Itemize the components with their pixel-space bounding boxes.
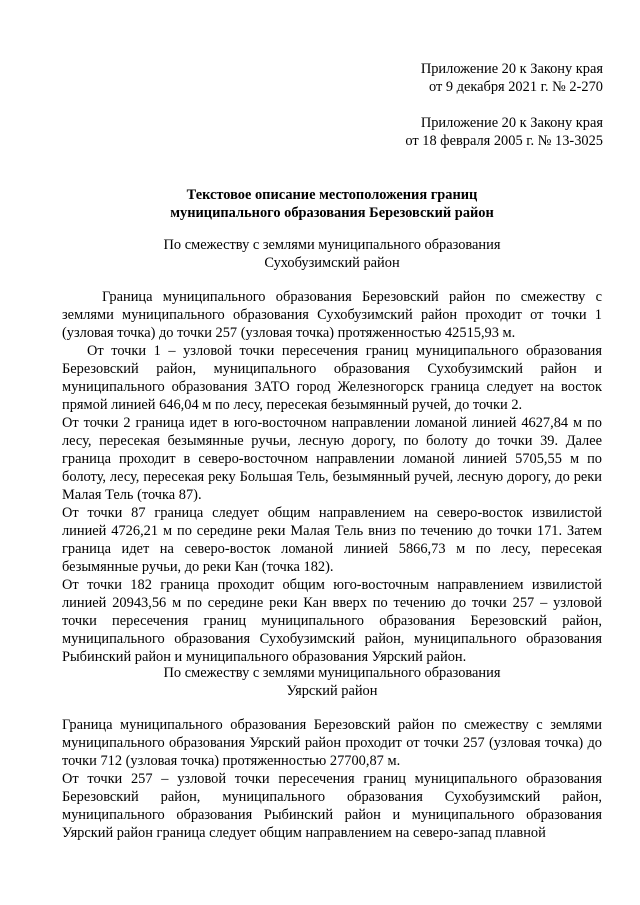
appendix-original-line2: от 18 февраля 2005 г. № 13-3025	[405, 133, 603, 149]
section-heading-line2: Уярский район	[286, 683, 378, 699]
section-body-sukhobuzimsky	[62, 288, 602, 666]
appendix-current-line2: от 9 декабря 2021 г. № 2-270	[428, 79, 603, 95]
paragraph: От точки 257 – узловой точки пересечения границ муниципального образования Березовский район, муниципального образования Сухобузимский район, муниципального образования Рыбинский район и муниципального образования Уярский район граница следует общим направлением на северо-запад плавной	[62, 771, 602, 841]
appendix-reference-original	[243, 114, 603, 150]
appendix-original-line1: Приложение 20 к Закону края	[420, 115, 603, 131]
paragraph: Граница муниципального образования Березовский район по смежеству с землями муниципального образования Уярский район проходит от точки 257 (узловая точка) до точки 712 (узловая точка) протяженностью 27700,87 м.	[62, 717, 602, 769]
section-heading-line1: По смежеству с землями муниципального образования	[163, 237, 501, 253]
paragraph: От точки 182 граница проходит общим юго-восточным направлением извилистой линией 20943,56 м по середине реки Кан вверх по течению до точки 257 – узловой точки пересечения границ муниципального образования Березовский район, муниципального образования Сухобузимский район, муниципального образования Рыбинский район и муниципального образования Уярский район.	[62, 577, 602, 665]
paragraph: От точки 87 граница следует общим направлением на северо-восток извилистой линией 4726,21 м по середине реки Малая Тель вниз по течению до точки 171. Затем граница идет на северо-восток ломаной линией 5866,73 м по лесу, пересекая безымянные ручьи, до реки Кан (точка 182).	[62, 505, 602, 575]
section-heading-line2: Сухобузимский район	[264, 255, 400, 271]
paragraph: Граница муниципального образования Березовский район по смежеству с землями муниципального образования Сухобузимский район проходит от точки 1 (узловая точка) до точки 257 (узловая точка) протяженностью 42515,93 м.	[62, 289, 602, 341]
title-line1: Текстовое описание местоположения границ	[186, 187, 478, 203]
document-title	[62, 186, 602, 222]
section-heading-uyarsky	[62, 664, 602, 700]
title-line2: муниципального образования Березовский район	[170, 205, 494, 221]
section-heading-line1: По смежеству с землями муниципального образования	[163, 665, 501, 681]
section-heading-sukhobuzimsky	[62, 236, 602, 272]
appendix-current-line1: Приложение 20 к Закону края	[420, 61, 603, 77]
paragraph: От точки 2 граница идет в юго-восточном направлении ломаной линией 4627,84 м по лесу, пересекая безымянные ручьи, лесную дорогу, по болоту до точки 39. Далее граница проходит в северо-восточном направлении ломаной линией 5705,55 м по болоту, лесу, пересекая реку Большая Тель, безымянный ручей, лесную дорогу, до реки Малая Тель (точка 87).	[62, 415, 602, 503]
appendix-reference-current	[243, 60, 603, 96]
paragraph: От точки 1 – узловой точки пересечения границ муниципального образования Березовский район, муниципального образования Сухобузимский район и муниципального образования ЗАТО город Железногорск граница следует на восток прямой линией 646,04 м по лесу, пересекая безымянный ручей, до точки 2.	[62, 343, 602, 413]
section-body-uyarsky	[62, 716, 602, 842]
